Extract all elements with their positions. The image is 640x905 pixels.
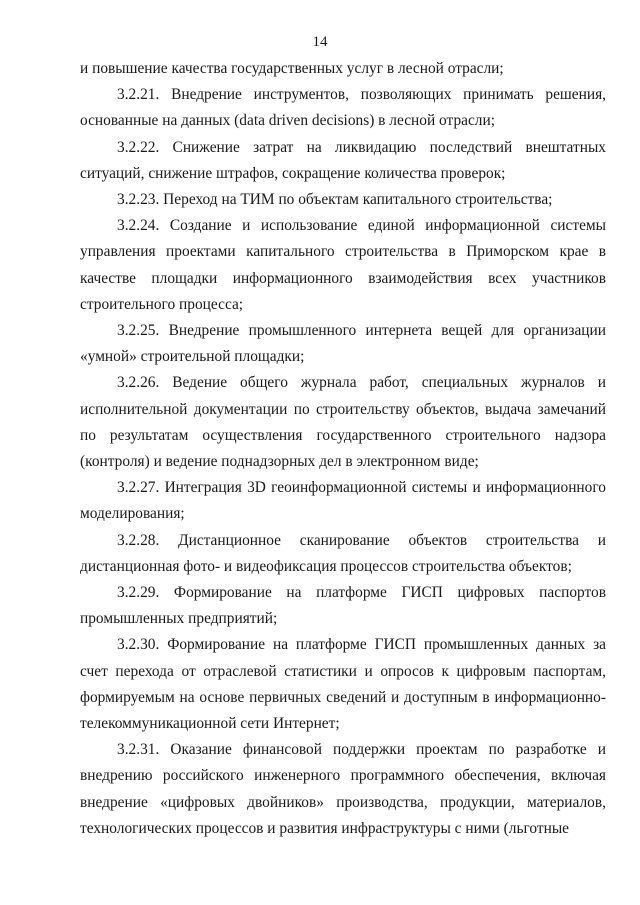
paragraph-3-2-28: 3.2.28. Дистанционное сканирование объектов строительства и дистанционная фото- и видеофиксация процессов строительства объектов; <box>80 531 606 575</box>
paragraph-3-2-24: 3.2.24. Создание и использование единой информационной системы управления проектами капитального строительства в Приморском крае в качестве площадки информационного взаимодействия всех участников строительного процесса; <box>80 217 606 313</box>
paragraph-3-2-26: 3.2.26. Ведение общего журнала работ, специальных журналов и исполнительной документации по строительству объектов, выдача замечаний по результатам осуществления государственного строительного надзора (контроля) и ведение поднадзорных дел в электронном виде; <box>80 374 606 471</box>
paragraph-3-2-27: 3.2.27. Интеграция 3D геоинформационной системы и информационного моделирования; <box>80 479 606 523</box>
paragraph-3-2-31: 3.2.31. Оказание финансовой поддержки проектам по разработке и внедрению российского инженерного программного обеспечения, включая внедрение «цифровых двойников» производства, продукции, материалов, технологических процессов и развития инфраструктуры с ними (льготные <box>80 741 606 837</box>
paragraph-3-2-29: 3.2.29. Формирование на платформе ГИСП цифровых паспортов промышленных предприятий; <box>80 584 606 628</box>
paragraph-3-2-30: 3.2.30. Формирование на платформе ГИСП промышленных данных за счет перехода от отраслевой статистики и опросов к цифровым паспортам, формируемым на основе первичных сведений и доступным в информационно-телекоммуникационной сети Интернет; <box>80 636 606 733</box>
paragraph-3-2-23: 3.2.23. Переход на ТИМ по объектам капитального строительства; <box>117 191 553 209</box>
document-body <box>80 56 606 842</box>
paragraph-3-2-22: 3.2.22. Снижение затрат на ликвидацию последствий внештатных ситуаций, снижение штрафов, сокращение количества проверок; <box>80 138 606 182</box>
page-number: 14 <box>312 34 328 50</box>
paragraph-3-2-21: 3.2.21. Внедрение инструментов, позволяющих принимать решения, основанные на данных (data driven decisions) в лесной отрасли; <box>80 86 606 130</box>
paragraph-continuation: и повышение качества государственных услуг в лесной отрасли; <box>80 60 504 77</box>
paragraph-3-2-25: 3.2.25. Внедрение промышленного интернета вещей для организации «умной» строительной площадки; <box>80 322 606 366</box>
